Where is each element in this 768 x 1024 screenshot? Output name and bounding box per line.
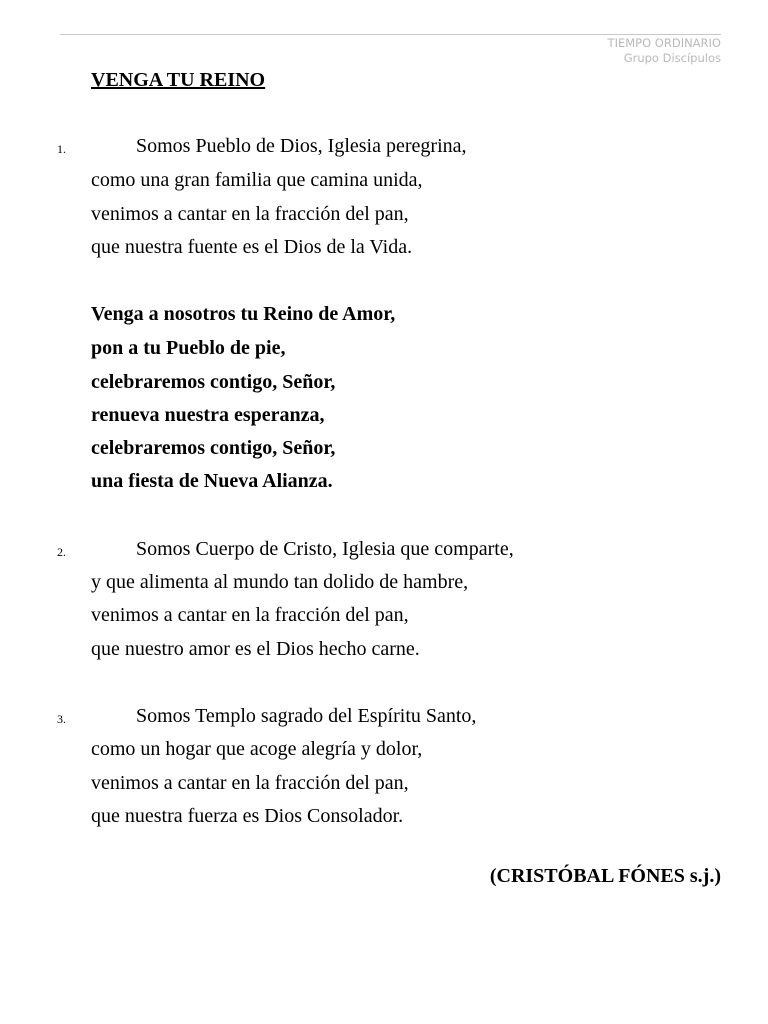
- verse-2-line: y que alimenta al mundo tan dolido de hambre,: [91, 571, 469, 593]
- verse-1-line: Somos Pueblo de Dios, Iglesia peregrina,: [136, 135, 467, 157]
- chorus-line: pon a tu Pueblo de pie,: [91, 337, 286, 359]
- header-divider: [60, 34, 721, 35]
- header-section-label: TIEMPO ORDINARIO: [607, 36, 721, 50]
- verse-1-line: como una gran familia que camina unida,: [91, 169, 423, 191]
- chorus-line: una fiesta de Nueva Alianza.: [91, 470, 333, 492]
- verse-1-number: 1.: [57, 142, 66, 156]
- header-group-label: Grupo Discípulos: [623, 51, 721, 65]
- song-title: VENGA TU REINO: [91, 69, 266, 91]
- verse-1-line: que nuestra fuente es el Dios de la Vida.: [91, 236, 413, 258]
- author-credit: (CRISTÓBAL FÓNES s.j.): [489, 865, 721, 887]
- verse-2-line: que nuestro amor es el Dios hecho carne.: [91, 638, 420, 660]
- chorus-line: renueva nuestra esperanza,: [91, 404, 325, 426]
- verse-3-line: venimos a cantar en la fracción del pan,: [91, 772, 409, 794]
- chorus-line: celebraremos contigo, Señor,: [91, 371, 336, 393]
- verse-3-line: que nuestra fuerza es Dios Consolador.: [91, 805, 404, 827]
- verse-3-line: Somos Templo sagrado del Espíritu Santo,: [136, 705, 477, 727]
- chorus-line: celebraremos contigo, Señor,: [91, 437, 336, 459]
- verse-2-line: Somos Cuerpo de Cristo, Iglesia que comparte,: [136, 538, 514, 560]
- page-header: [608, 36, 721, 66]
- verse-1-line: venimos a cantar en la fracción del pan,: [91, 203, 409, 225]
- verse-2-line: venimos a cantar en la fracción del pan,: [91, 604, 409, 626]
- verse-3-line: como un hogar que acoge alegría y dolor,: [91, 738, 423, 760]
- chorus-line: Venga a nosotros tu Reino de Amor,: [91, 303, 396, 325]
- verse-3-number: 3.: [57, 712, 66, 726]
- verse-2-number: 2.: [57, 545, 66, 559]
